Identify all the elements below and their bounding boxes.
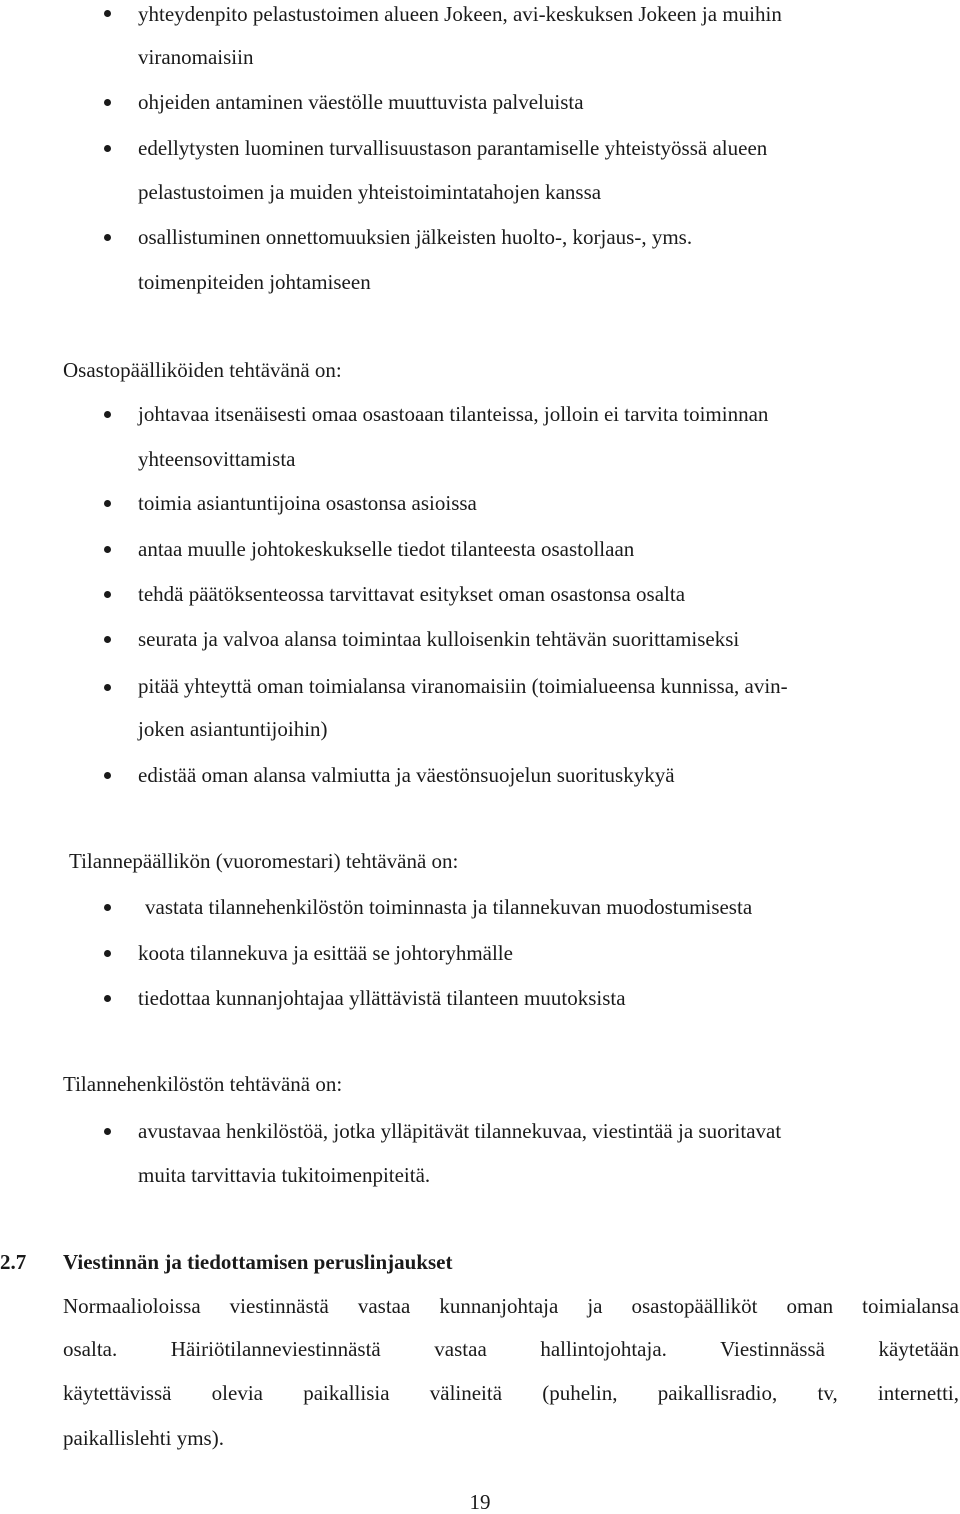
bullet-icon <box>104 684 111 691</box>
list-item: avustavaa henkilöstöä, jotka ylläpitävät tilannekuvaa, viestintää ja suoritavat <box>138 1119 782 1143</box>
chapter-number: 2.7 <box>0 1250 27 1274</box>
paragraph-line: paikallislehti yms). <box>63 1426 224 1450</box>
list-item: johtavaa itsenäisesti omaa osastoaan tilanteissa, jolloin ei tarvita toiminnan <box>138 402 769 426</box>
list-item-continuation: joken asiantuntijoihin) <box>138 717 328 741</box>
bullet-icon <box>104 546 111 553</box>
list-item: yhteydenpito pelastustoimen alueen Jokeen, avi-keskuksen Jokeen ja muihin <box>138 2 782 26</box>
list-item: toimia asiantuntijoina osastonsa asioissa <box>138 491 477 515</box>
paragraph-line: Normaalioloissa viestinnästä vastaa kunnanjohtaja ja osastopäälliköt oman toimialansa <box>63 1294 959 1318</box>
section-heading: Osastopäälliköiden tehtävänä on: <box>63 358 342 382</box>
list-item: vastata tilannehenkilöstön toiminnasta ja tilannekuvan muodostumisesta <box>145 895 753 919</box>
list-item-continuation: muita tarvittavia tukitoimenpiteitä. <box>138 1163 431 1187</box>
list-item: seurata ja valvoa alansa toimintaa kulloisenkin tehtävän suorittamiseksi <box>138 627 740 651</box>
list-item-continuation: toimenpiteiden johtamiseen <box>138 270 371 294</box>
page-number: 19 <box>469 1490 491 1514</box>
list-item: tehdä päätöksenteossa tarvittavat esitykset oman osastonsa osalta <box>138 582 686 606</box>
list-item: edellytysten luominen turvallisuustason parantamiselle yhteistyössä alueen <box>138 136 768 160</box>
paragraph-line: käytettävissä olevia paikallisia välineitä (puhelin, paikallisradio, tv, internetti, <box>63 1381 959 1405</box>
list-item-continuation: pelastustoimen ja muiden yhteistoimintatahojen kanssa <box>138 180 602 204</box>
bullet-icon <box>104 99 111 106</box>
chapter-title: Viestinnän ja tiedottamisen peruslinjaukset <box>63 1250 453 1274</box>
bullet-icon <box>104 772 111 779</box>
list-item-continuation: yhteensovittamista <box>138 447 296 471</box>
section-heading: Tilannehenkilöstön tehtävänä on: <box>63 1072 343 1096</box>
bullet-icon <box>104 500 111 507</box>
list-item: edistää oman alansa valmiutta ja väestönsuojelun suorituskykyä <box>138 763 675 787</box>
list-item: antaa muulle johtokeskukselle tiedot tilanteesta osastollaan <box>138 537 635 561</box>
list-item-continuation: viranomaisiin <box>138 45 254 69</box>
section-heading: Tilannepäällikön (vuoromestari) tehtävänä on: <box>69 849 459 873</box>
bullet-icon <box>104 591 111 598</box>
list-item: koota tilannekuva ja esittää se johtoryhmälle <box>138 941 513 965</box>
bullet-icon <box>104 636 111 643</box>
bullet-icon <box>104 950 111 957</box>
paragraph-line: osalta. Häiriötilanneviestinnästä vastaa hallintojohtaja. Viestinnässä käytetään <box>63 1337 959 1361</box>
list-item: tiedottaa kunnanjohtajaa yllättävistä tilanteen muutoksista <box>138 986 626 1010</box>
list-item: osallistuminen onnettomuuksien jälkeisten huolto-, korjaus-, yms. <box>138 225 693 249</box>
bullet-icon <box>104 995 111 1002</box>
list-item: pitää yhteyttä oman toimialansa viranomaisiin (toimialueensa kunnissa, avin- <box>138 674 788 698</box>
bullet-icon <box>104 1128 111 1135</box>
bullet-icon <box>104 145 111 152</box>
bullet-icon <box>104 411 111 418</box>
bullet-icon <box>104 10 111 17</box>
bullet-icon <box>104 234 111 241</box>
bullet-icon <box>104 904 111 911</box>
list-item: ohjeiden antaminen väestölle muuttuvista palveluista <box>138 90 584 114</box>
